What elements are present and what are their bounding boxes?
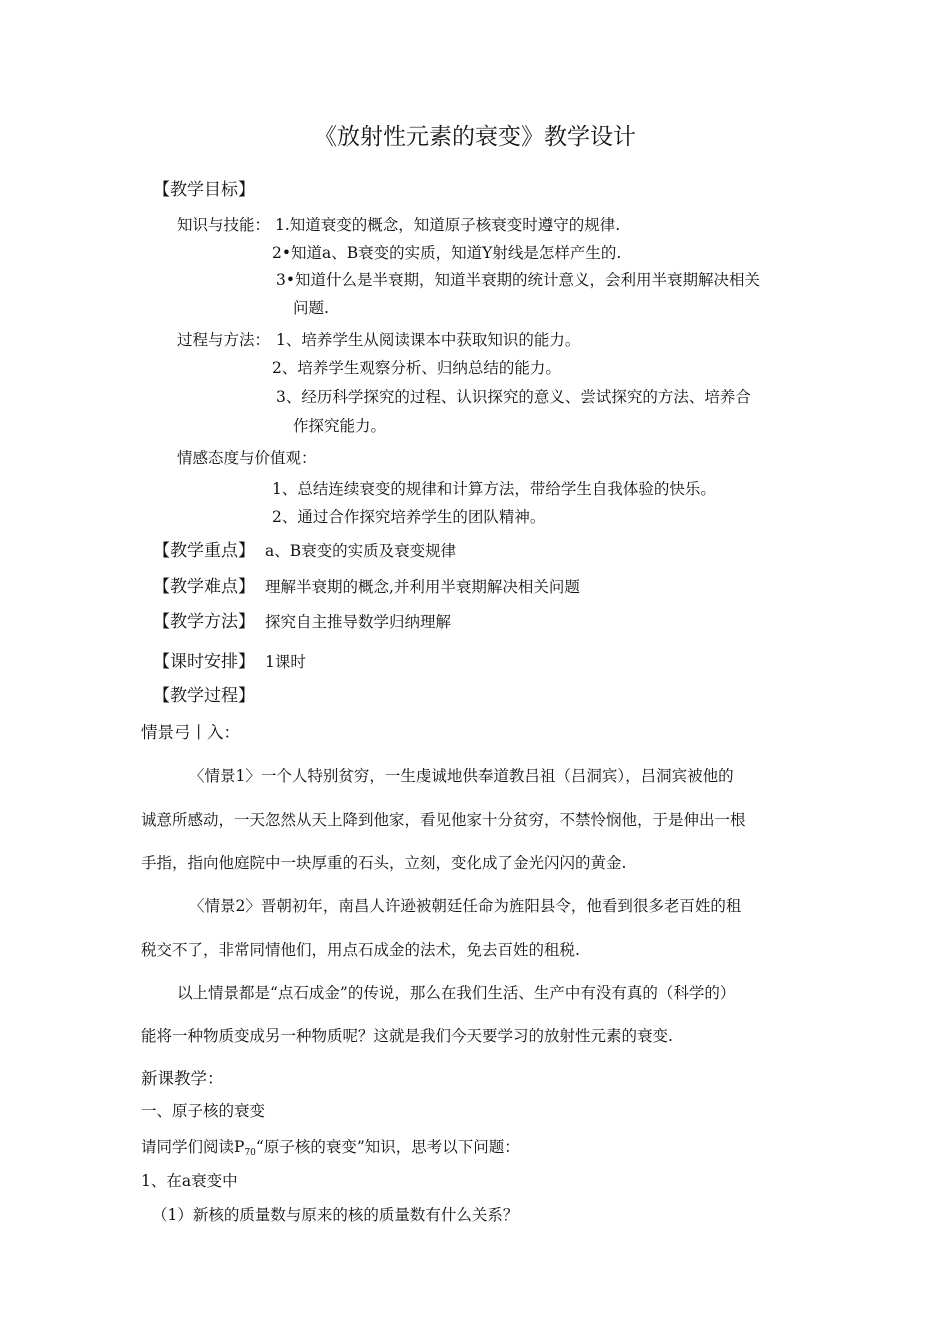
intro-paragraph-line: 以上情景都是“点石成金”的传说，那么在我们生活、生产中有没有真的（科学的） <box>177 984 736 1002</box>
intro-paragraph-line: 税交不了，非常同情他们，用点石成金的法术，免去百姓的租税. <box>141 941 580 959</box>
schedule-header: 【课时安排】 <box>153 652 255 672</box>
intro-paragraph-line: 能将一种物质变成另一种物质呢？这就是我们今天要学习的放射性元素的衰变. <box>141 1027 673 1045</box>
knowledge-item: 1.知道衰变的概念，知道原子核衰变时遵守的规律. <box>275 216 621 234</box>
key-points-header: 【教学重点】 <box>153 541 255 561</box>
reading-instruction-prefix: 请同学们阅读P <box>141 1138 245 1156</box>
process-label: 过程与方法： <box>177 331 271 349</box>
process-header: 【教学过程】 <box>153 686 255 706</box>
reading-instruction-suffix: “原子核的衰变”知识，思考以下问题： <box>255 1138 520 1156</box>
section-heading: 一、原子核的衰变 <box>141 1102 266 1120</box>
emotion-item: 2、通过合作探究培养学生的团队精神。 <box>272 508 546 526</box>
methods-header: 【教学方法】 <box>153 612 255 632</box>
intro-paragraph-line: 诚意所感动，一天忽然从天上降到他家，看见他家十分贫穷，不禁怜悯他，于是伸出一根 <box>141 811 746 829</box>
new-lesson-heading: 新课教学： <box>141 1069 224 1088</box>
methods-text: 探究自主推导数学归纳理解 <box>265 613 452 631</box>
intro-paragraph-line: 手指，指向他庭院中一块厚重的石头，立刻，变化成了金光闪闪的黄金. <box>141 854 627 872</box>
page-title: 《放射性元素的衰变》教学设计 <box>314 124 636 150</box>
knowledge-item: 3•知道什么是半衰期，知道半衰期的统计意义，会利用半衰期解决相关 <box>276 271 761 289</box>
intro-heading: 情景弓丨入： <box>141 723 240 742</box>
page-number-subscript: 70 <box>244 1148 256 1158</box>
knowledge-item-cont: 问题. <box>293 299 329 317</box>
reading-instruction <box>141 1138 520 1159</box>
objectives-header: 【教学目标】 <box>153 180 255 200</box>
key-points-text: a、B衰变的实质及衰变规律 <box>265 542 457 560</box>
schedule-text: 1课时 <box>265 653 306 671</box>
process-item: 2、培养学生观察分析、归纳总结的能力。 <box>272 359 561 377</box>
knowledge-item: 2•知道a、B衰变的实质，知道Y射线是怎样产生的. <box>272 244 622 262</box>
question-subitem: （1）新核的质量数与原来的核的质量数有什么关系？ <box>152 1206 519 1224</box>
emotion-label: 情感态度与价值观： <box>177 449 317 467</box>
question-item: 1、在a衰变中 <box>141 1172 238 1190</box>
knowledge-label: 知识与技能： <box>177 216 271 234</box>
emotion-item: 1、总结连续衰变的规律和计算方法，带给学生自我体验的快乐。 <box>272 480 716 498</box>
process-item: 3、经历科学探究的过程、认识探究的意义、尝试探究的方法、培养合 <box>276 388 751 406</box>
process-item-cont: 作探究能力。 <box>293 417 387 435</box>
difficulties-text: 理解半衰期的概念,并利用半衰期解决相关问题 <box>265 578 580 596</box>
process-item: 1、培养学生从阅读课本中获取知识的能力。 <box>276 331 581 349</box>
intro-paragraph-line: 〈情景1〉一个人特别贫穷，一生虔诚地供奉道教吕祖（吕洞宾），吕洞宾被他的 <box>189 767 734 785</box>
difficulties-header: 【教学难点】 <box>153 577 255 597</box>
intro-paragraph-line: 〈情景2〉晋朝初年，南昌人许逊被朝廷任命为旌阳县令，他看到很多老百姓的租 <box>189 897 742 915</box>
